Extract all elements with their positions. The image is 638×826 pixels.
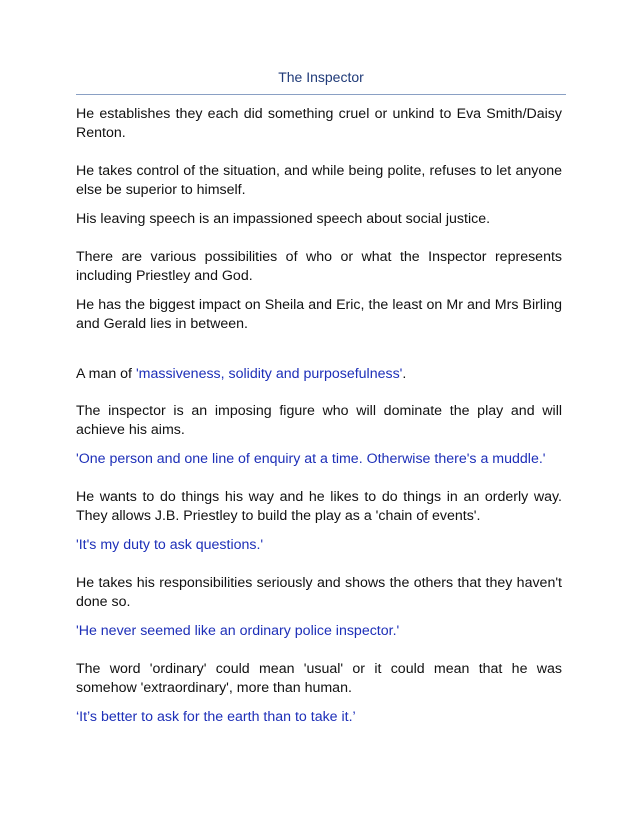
paragraph-imposing-figure: The inspector is an imposing figure who will dominate the play and will achieve his aims. [76, 403, 562, 438]
paragraph-control: He takes control of the situation, and while being polite, refuses to let anyone else be superior to himself. [76, 163, 562, 198]
paragraph-leaving-speech: His leaving speech is an impassioned speech about social justice. [76, 211, 491, 227]
quote-duty: 'It's my duty to ask questions.' [76, 537, 264, 553]
paragraph-man-of [76, 365, 562, 384]
quote-ordinary-inspector: 'He never seemed like an ordinary police inspector.' [76, 623, 400, 639]
paragraph-ordinary-word: The word 'ordinary' could mean 'usual' or it could mean that he was somehow 'extraordinary', more than human. [76, 661, 562, 696]
page-title: The Inspector [278, 69, 364, 85]
man-of-suffix: . [402, 366, 407, 382]
paragraph-responsibilities: He takes his responsibilities seriously and shows the others that they haven't done so. [76, 575, 562, 610]
man-of-quote: 'massiveness, solidity and purposefulness' [135, 366, 403, 382]
paragraph-orderly-way: He wants to do things his way and he likes to do things in an orderly way. They allows J.B. Priestley to build the play as a 'chain of events'. [76, 489, 562, 524]
quote-one-person: 'One person and one line of enquiry at a time. Otherwise there's a muddle.' [76, 451, 546, 467]
paragraph-possibilities: There are various possibilities of who or what the Inspector represents including Priestley and God. [76, 249, 562, 284]
paragraph-eva-smith: He establishes they each did something cruel or unkind to Eva Smith/Daisy Renton. [76, 106, 562, 141]
man-of-prefix: A man of [76, 366, 136, 382]
quote-earth: ‘It’s better to ask for the earth than to take it.’ [76, 709, 356, 725]
paragraph-impact: He has the biggest impact on Sheila and Eric, the least on Mr and Mrs Birling and Gerald lies in between. [76, 297, 562, 332]
title-divider [76, 94, 566, 95]
